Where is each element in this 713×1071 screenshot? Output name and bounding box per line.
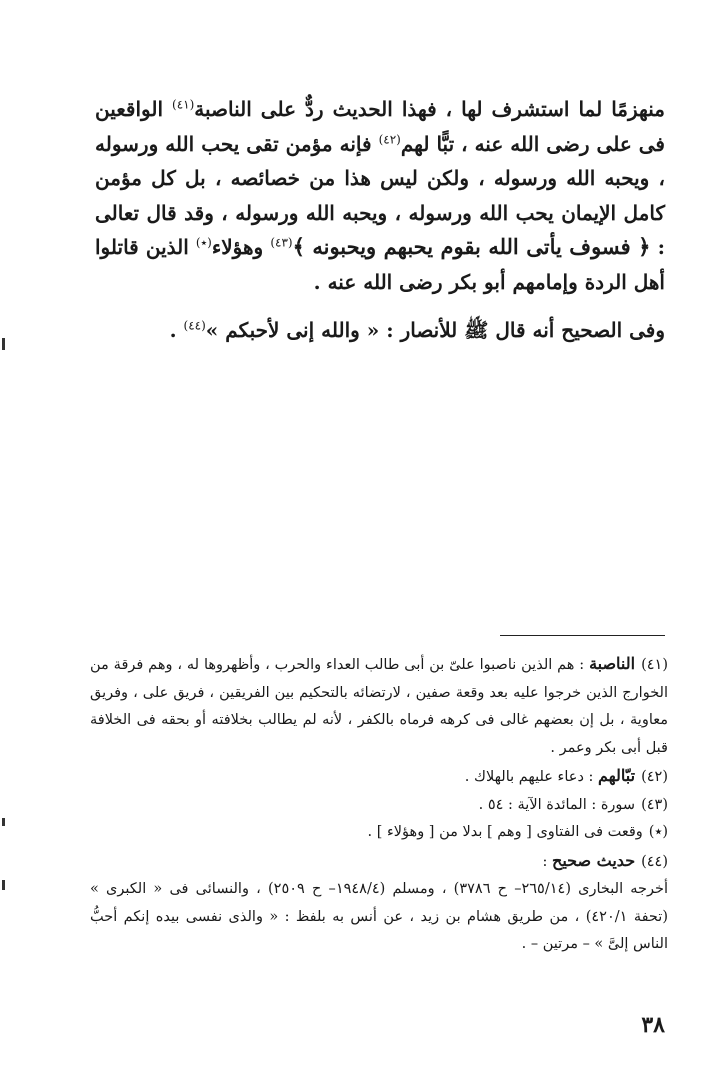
footnote-text: أخرجه البخارى (٢٦٥/١٤– ح ٣٧٨٦) ، ومسلم (١٩٤٨/٤– ح ٢٥٠٩) ، والنسائى فى « الكبرى » (تحفة ٤٢٠/١) ، من طريق هشام بن زيد ، عن أنس به بلفظ : « والذى نفسى بيده إنكم أحبُّ الناس إلىَّ » – مرتين – . xyxy=(90,881,669,952)
footnote-ref-star[interactable]: (٭) xyxy=(195,235,212,250)
footnote-text: : xyxy=(542,853,552,870)
footnote-43 xyxy=(90,792,668,820)
text-run: الواقعين فى على رضى الله عنه ، xyxy=(95,97,665,156)
footnote-ref-41[interactable]: (٤١) xyxy=(172,97,195,112)
main-text xyxy=(95,92,665,348)
margin-mark xyxy=(2,818,5,826)
footnote-44-takhrij xyxy=(90,876,668,959)
footnote-term: الناصبة xyxy=(589,654,636,673)
footnote-text: : دعاء عليهم بالهلاك . xyxy=(464,769,599,785)
footnote-text: سورة : المائدة الآية : ٥٤ . xyxy=(478,796,636,813)
footnote-44 xyxy=(90,847,668,877)
quran-verse: ﴿ فسوف يأتى الله بقوم يحبهم ويحبونه ﴾ xyxy=(292,234,651,259)
margin-mark xyxy=(2,880,5,890)
footnote-42 xyxy=(90,762,668,792)
text-run: وفى الصحيح أنه قال ﷺ للأنصار : « والله إنى لأحبكم » xyxy=(205,318,665,342)
footnote-41 xyxy=(90,650,668,762)
footnote-number: (٤٤) xyxy=(641,853,668,870)
footnote-star xyxy=(90,819,668,847)
footnote-term: تبّالهم xyxy=(598,766,636,785)
footnote-ref-43[interactable]: (٤٣) xyxy=(270,235,293,250)
footnote-number: (٤١) xyxy=(641,657,668,673)
text-run: منهزمًا لما استشرف لها ، فهذا الحديث ردٌّ على الناصبة xyxy=(194,97,665,121)
footnote-ref-42[interactable]: (٤٢) xyxy=(378,131,401,146)
paragraph-2 xyxy=(95,313,665,348)
paragraph-1 xyxy=(95,92,665,299)
footnote-divider xyxy=(500,635,665,636)
footnote-number: (٤٣) xyxy=(641,796,668,813)
tabban-phrase: تبًّا لهم xyxy=(400,131,455,156)
text-run: وهؤلاء xyxy=(211,235,271,259)
text-run: الذين قاتلوا أهل الردة وإمامهم أبو بكر رضى الله عنه . xyxy=(95,235,665,294)
text-run: . xyxy=(169,318,184,342)
footnote-number: (٭) xyxy=(648,824,668,840)
page-number: ٣٨ xyxy=(641,1012,665,1038)
footnotes xyxy=(90,650,668,959)
text-run: فإنه مؤمن تقى يحب الله ورسوله ، ويحبه الله ورسوله ، ولكن ليس هذا من خصائصه ، بل كل مؤمن كامل الإيمان يحب الله ورسوله ، ويحبه الله ورسوله ، وقد قال تعالى : xyxy=(95,131,665,259)
footnote-text: وقعت فى الفتاوى [ وهم ] بدلا من [ وهؤلاء ] . xyxy=(367,824,643,840)
footnote-number: (٤٢) xyxy=(641,769,668,785)
footnote-text: : هم الذين ناصبوا علىّ بن أبى طالب العداء والحرب ، وأظهروها له ، وهم فرقة من الخوارج الذين خرجوا عليه بعد وقعة صفين ، لارتضائه بالتحكيم بين الفريقين ، فريق على ، وفريق معاوية ، بل إن بعضهم غالى فى كرهه فرماه بالكفر ، لأنه لم يطالب بخلافته أو بحقه فى الخلافة قبل أبى بكر وعمر . xyxy=(90,657,668,756)
margin-mark xyxy=(2,338,5,350)
footnote-term: حديث صحيح xyxy=(551,850,636,870)
footnote-ref-44[interactable]: (٤٤) xyxy=(183,318,206,333)
